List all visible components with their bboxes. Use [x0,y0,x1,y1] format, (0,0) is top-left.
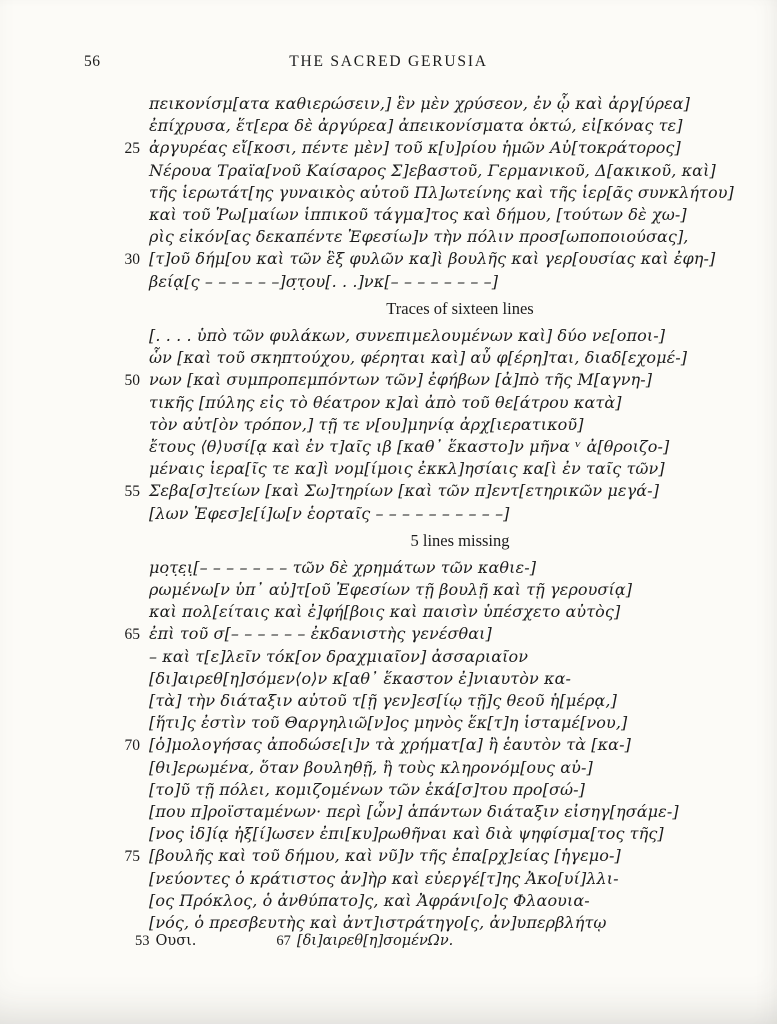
greek-line [100,690,720,712]
footnotes [135,931,453,951]
greek-line [100,579,720,601]
line-text: [ος Πρόκλος, ὁ ἀνθύπατο]ς, καὶ Ἀφράνι[ο]ς Φλαουια- [149,891,590,910]
line-text: [. . . . ὑπὸ τῶν φυλάκων, συνεπιμελουμένων καὶ] δύο νε[οποι-] [149,326,666,345]
line-text: ἐπίχρυσα, ἕτ[ερα δὲ ἀργύρεα] ἀπεικονίσματα ὀκτώ, εἰ[κόνας τε] [149,116,683,135]
line-text: [που π]ροϊσταμένων· περὶ [ὧν] ἁπάντων διάταξιν εἰσηγ[ησάμε-] [149,802,679,821]
line-text: [λων Ἐφεσ]ε[ί]ω[ν ἑορταῖς – – – – – – – – – –] [149,504,510,523]
greek-line [100,868,720,890]
footnote-number: 67 [276,933,291,949]
line-text: ὧν [καὶ τοῦ σκηπτούχου, φέρηται καὶ] αὖ φ[έρη]ται, διαδ[εχομέ-] [149,348,688,367]
line-text: [νεύοντες ὁ κράτιστος ἀν]ὴρ καὶ εὐεργέ[τ]ης Ἀκο[υί]λλι- [149,869,619,888]
greek-line [100,226,720,248]
greek-line [100,779,720,801]
greek-line [100,823,720,845]
line-number: 25 [124,140,140,157]
greek-line [100,93,720,115]
greek-line [100,712,720,734]
greek-line [100,182,734,204]
line-text: τῆς ἱερωτάτ[ης γυναικὸς αὐτοῦ Πλ]ωτείνης καὶ τῆς ἱερ[ᾶς συνκλήτου] [149,183,734,202]
line-text: πεικονίσμ[ατα καθιερώσειν,] ἓν μὲν χρύσεον, ἐν ᾧ καὶ ἀργ[ύρεα] [149,94,691,113]
footnote-text: Ουσι. [155,933,197,949]
line-text: βείᾳ[ς – – – – – –]σ̣τ̣ου[. . .]νκ[– – – – – – – –] [149,272,499,291]
line-text: νων [καὶ συμπροπεμπόντων τῶν] ἐφήβων [ἀ]πὸ τῆς Μ[αγνη-] [149,370,653,389]
footnote [276,933,453,949]
page-number: 56 [84,53,101,70]
greek-line [100,734,720,757]
line-text: καὶ πολ[είταις καὶ ἐ]φή[βοις καὶ παισὶν ὑπέσχετο αὐτὸς] [149,602,621,621]
line-text: [νός, ὁ πρεσβευτὴς καὶ ἀντ]ιστράτηγο[ς, ἀν]υπερβλήτῳ [149,913,607,932]
line-text: [ἥτι]ς ἐστὶν τοῦ Θαργηλιῶ[ν]ος μηνὸς ἕκ[τ]η ἱσταμέ[νου,] [149,713,628,732]
running-title: THE SACRED GERUSIA [289,53,488,70]
line-text: [θι]ερωμένα, ὅταν βουληθῇ, ἢ τοὺς κληρονόμ[ους αὐ-] [149,758,593,777]
line-text: καὶ τοῦ Ῥω[μαίων ἱππικοῦ τάγμα]τος καὶ δήμου, [τούτων δὲ χω-] [149,205,687,224]
editorial-note: Traces of sixteen lines [386,299,534,318]
line-number: 65 [124,626,140,643]
greek-line [100,458,720,480]
line-text: [βουλῆς καὶ τοῦ δήμου, καὶ νῦ]ν τῆς ἐπα[ρχ]είας [ἡγεμο-] [149,846,621,865]
line-text: μέναις ἱερα[ῖς τε κα]ὶ νομ[ίμοις ἐκκλ]ησίαις κα[ὶ ἐν ταῖς τῶν] [149,459,665,478]
greek-line [100,248,720,271]
line-text: [το]ῦ τῇ πόλει, κομιζομένων τῶν ἑκά[σ]του προ[σώ-] [149,780,586,799]
line-number: 70 [124,737,140,754]
greek-line [100,325,720,347]
line-text: ρωμένω[ν ὑπ᾽ αὐ]τ[οῦ Ἐφεσίων τῇ βουλῇ καὶ τῇ γερουσίᾳ] [149,580,633,599]
line-text: ρὶς εἰκόν[ας δεκαπέντε Ἐφεσίω]ν τὴν πόλιν προσ[ωποποιούσας], [149,227,689,246]
line-text: τὸν αὐτ[ὸν τρόπον,] τῇ τε ν[ου]μηνίᾳ ἀρχ[ιερατικοῦ] [149,415,584,434]
greek-line [100,414,720,436]
greek-line [100,392,720,414]
footnote-number: 53 [135,933,150,949]
line-number: 75 [124,848,140,865]
greek-line [100,646,720,668]
greek-line [100,601,720,623]
line-number: 30 [124,251,140,268]
line-text: – καὶ τ[ε]λεῖν τόκ[ον δραχμιαῖον] ἀσσαριαῖον [149,647,529,666]
greek-line [100,436,720,458]
footnote [135,933,196,949]
greek-line [100,757,720,779]
line-text: Νέρουα Τραϊα[νοῦ Καίσαρος Σ]εβαστοῦ, Γερμανικοῦ, Δ[ακικοῦ, καὶ] [149,161,716,180]
line-text: ἔτους ⟨θ⟩υσί[ᾳ καὶ ἐν τ]αῖς ιβ [καθ᾽ ἕκαστο]ν μῆνα ᵛ ἀ[θροιζο-] [149,437,670,456]
line-number: 50 [124,372,140,389]
line-text: ἀργυρέας εἴ[κοσι, πέντε μὲν] τοῦ κ[υ]ρίου ἡμῶν Αὐ[τοκράτορος] [149,138,681,157]
greek-line [100,115,720,137]
line-text: μο̣τ̣ε̣ι̣[– – – – – – – τῶν δὲ χρημάτων τῶν καθιε-] [149,558,537,577]
line-text: Σεβα[σ]τείων [καὶ Σω]τηρίων [καὶ τῶν π]εντ[ετηρικῶν μεγά-] [149,481,660,500]
greek-line [100,668,720,690]
line-text: [ὁ]μολογήσας ἀποδώσε[ι]ν τὰ χρήματ[α] ἢ ἑαυτὸν τὰ [κα-] [149,735,631,754]
greek-line [100,204,720,226]
editorial-note: 5 lines missing [410,531,510,550]
greek-line [100,557,720,579]
greek-line [100,623,720,646]
greek-line [100,160,720,182]
line-number: 55 [124,483,140,500]
text-block [100,93,734,934]
line-text: [νος ἰδ]ίᾳ ἠξ[ί]ωσεν ἐπι[κυ]ρωθῆναι καὶ διὰ ψηφίσμα[τος τῆς] [149,824,664,843]
greek-line [100,480,720,503]
greek-line [100,801,720,823]
greek-line [100,503,720,525]
line-text: τικῆς [πύλης εἰς τὸ θέατρον κ]αὶ ἀπὸ τοῦ θε[άτρου κατὰ] [149,393,622,412]
greek-line [100,347,720,369]
line-text: ἐπὶ τοῦ σ[– – – – – – ἐκδανιστὴς γενέσθαι] [149,624,492,643]
greek-line [100,845,720,868]
greek-line [100,890,720,912]
line-text: [τὰ] τὴν διάταξιν αὐτοῦ τ[ῇ γεν]εσ[ίῳ τῇ]ς θεοῦ ἡ[μέρᾳ,] [149,691,617,710]
greek-line [100,137,720,160]
line-text: [τ]οῦ δήμ[ου καὶ τῶν ἓξ φυλῶν κα]ὶ βουλῆς καὶ γερ[ουσίας καὶ ἐφη-] [149,249,716,268]
greek-line [100,271,720,293]
greek-line [100,369,720,392]
line-text: [δι]αιρεθ[η]σόμεν⟨ο⟩ν κ[αθ᾽ ἕκαστον ἐ]νιαυτὸν κα- [149,669,571,688]
footnote-text: [δι]αιρεθ[η]σομένΩν. [296,933,454,949]
